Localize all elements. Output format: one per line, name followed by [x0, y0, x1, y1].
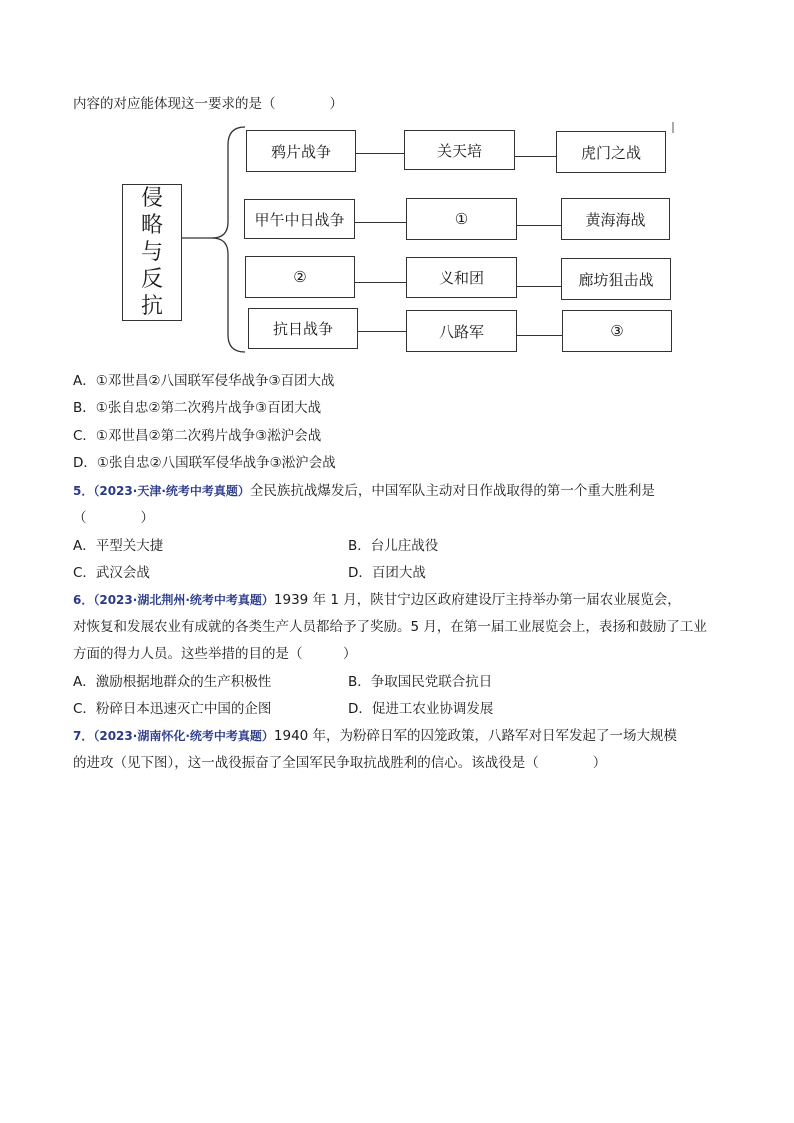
row1-col1: 鸦片战争 — [246, 130, 356, 172]
connector — [355, 282, 407, 283]
q4-option-a: A．①邓世昌②八国联军侵华战争③百团大战 — [73, 373, 335, 389]
q5-source: （2023·天津·统考中考真题） — [93, 484, 250, 498]
q7-stem — [73, 727, 677, 745]
row3-col1: ② — [245, 256, 355, 298]
connector — [356, 153, 405, 154]
brace-connector — [0, 0, 794, 400]
q5-option-d: D．百团大战 — [348, 565, 426, 581]
q6-stem-line2: 对恢复和发展农业有成就的各类生产人员都给予了奖励。5 月，在第一届工业展览会上，表扬和鼓励了工业 — [73, 619, 707, 635]
row2-col3: 黄海海战 — [561, 198, 670, 240]
question-intro: 内容的对应能体现这一要求的是（ ） — [73, 96, 343, 112]
q5-option-c: C．武汉会战 — [73, 565, 150, 581]
q4-option-d: D．①张自忠②八国联军侵华战争③淞沪会战 — [73, 455, 336, 471]
row4-col1: 抗日战争 — [248, 308, 358, 349]
root-char: 反 — [140, 267, 163, 292]
connector — [517, 335, 563, 336]
q7-source: （2023·湖南怀化·统考中考真题） — [93, 729, 274, 743]
row1-col3: 虎门之战 — [556, 131, 666, 173]
root-char: 抗 — [140, 294, 163, 319]
connector — [517, 225, 562, 226]
row4-col2: 八路军 — [406, 310, 517, 352]
q5-option-a: A．平型关大捷 — [73, 538, 164, 554]
q5-stem-text: 全民族抗战爆发后，中国军队主动对日作战取得的第一个重大胜利是 — [249, 483, 655, 499]
q6-stem-line3: 方面的得力人员。这些举措的目的是（ ） — [73, 646, 357, 662]
root-char: 与 — [140, 240, 163, 265]
q6-option-d: D．促进工农业协调发展 — [348, 701, 494, 717]
q4-option-b: B．①张自忠②第二次鸦片战争③百团大战 — [73, 400, 322, 416]
q5-number: 5． — [73, 484, 94, 498]
q5-option-b: B．台儿庄战役 — [348, 538, 439, 554]
q6-option-b: B．争取国民党联合抗日 — [348, 674, 493, 690]
q4-option-c: C．①邓世昌②第二次鸦片战争③淞沪会战 — [73, 428, 322, 444]
root-char: 略 — [140, 213, 163, 238]
connector — [517, 286, 562, 287]
connector — [358, 331, 407, 332]
row2-col2: ① — [406, 198, 517, 240]
q6-number: 6． — [73, 593, 94, 607]
connector — [515, 156, 557, 157]
connector — [355, 222, 407, 223]
root-char: 侵 — [140, 186, 163, 211]
q7-number: 7． — [73, 729, 94, 743]
row2-col1: 甲午中日战争 — [244, 199, 355, 239]
row4-col3: ③ — [562, 310, 672, 352]
q5-stem-line2: （ ） — [73, 510, 154, 526]
q5-stem — [73, 482, 655, 500]
q6-stem — [73, 591, 681, 609]
q6-stem-text: 1939 年 1 月，陕甘宁边区政府建设厅主持举办第一届农业展览会， — [273, 592, 681, 608]
q6-option-c: C．粉碎日本迅速灭亡中国的企图 — [73, 701, 272, 717]
row3-col2: 义和团 — [406, 257, 517, 298]
row3-col3: 廊坊狙击战 — [561, 258, 671, 300]
q6-option-a: A．激励根据地群众的生产积极性 — [73, 674, 272, 690]
q7-stem-text: 1940 年，为粉碎日军的囚笼政策，八路军对日军发起了一场大规模 — [273, 728, 678, 744]
q7-stem-line2: 的进攻（见下图），这一战役振奋了全国军民争取抗战胜利的信心。该战役是（ ） — [73, 755, 607, 771]
row1-col2: 关天培 — [404, 130, 515, 170]
q6-source: （2023·湖北荆州·统考中考真题） — [93, 593, 274, 607]
